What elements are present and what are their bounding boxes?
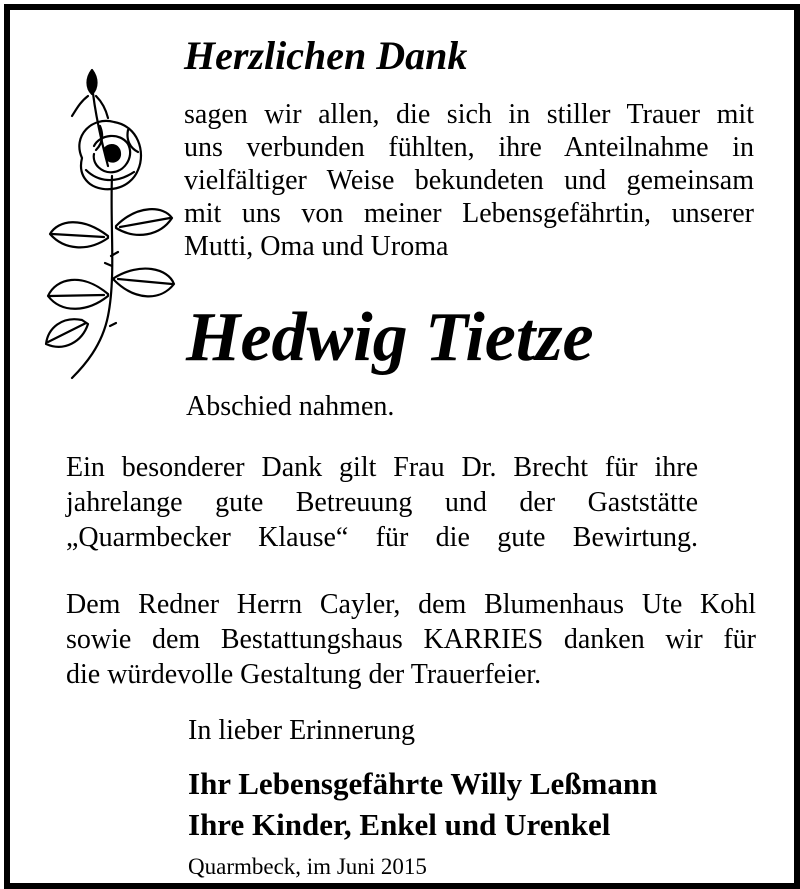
signature-partner: Ihr Lebensgefährte Willy Leßmann: [188, 766, 658, 801]
thanks-line: Ein besonderer Dank gilt Frau Dr. Brecht für ihre: [66, 452, 698, 483]
thanks-line: jahrelange gute Betreuung und der Gaststätte: [66, 487, 698, 518]
thanks-paragraph-2: [66, 587, 756, 692]
intro-line: mit uns von meiner Lebensgefährtin, unserer: [184, 198, 754, 229]
notice-frame: [4, 4, 800, 889]
notice-heading: Herzlichen Dank: [184, 33, 468, 78]
rose-icon: [42, 66, 182, 386]
deceased-name: Hedwig Tietze: [186, 299, 594, 376]
intro-paragraph: [184, 98, 754, 263]
intro-line: sagen wir allen, die sich in stiller Trauer mit: [184, 99, 754, 130]
thanks-line: sowie dem Bestattungshaus KARRIES danken wir für: [66, 624, 756, 655]
thanks-line: die würdevolle Gestaltung der Trauerfeier.: [66, 659, 542, 690]
signature-family: Ihre Kinder, Enkel und Urenkel: [188, 807, 611, 842]
place-date: Quarmbeck, im Juni 2015: [188, 854, 427, 879]
intro-line: uns verbunden fühlten, ihre Anteilnahme in: [184, 132, 754, 163]
farewell-text: Abschied nahmen.: [186, 391, 395, 422]
intro-line: vielfältiger Weise bekundeten und gemeinsam: [184, 165, 754, 196]
intro-line: Mutti, Oma und Uroma: [184, 231, 449, 262]
thanks-line: „Quarmbecker Klause“ für die gute Bewirtung.: [66, 522, 698, 553]
thanks-line: Dem Redner Herrn Cayler, dem Blumenhaus Ute Kohl: [66, 589, 756, 620]
memory-text: In lieber Erinnerung: [188, 715, 416, 746]
thanks-paragraph-1: [66, 450, 698, 555]
